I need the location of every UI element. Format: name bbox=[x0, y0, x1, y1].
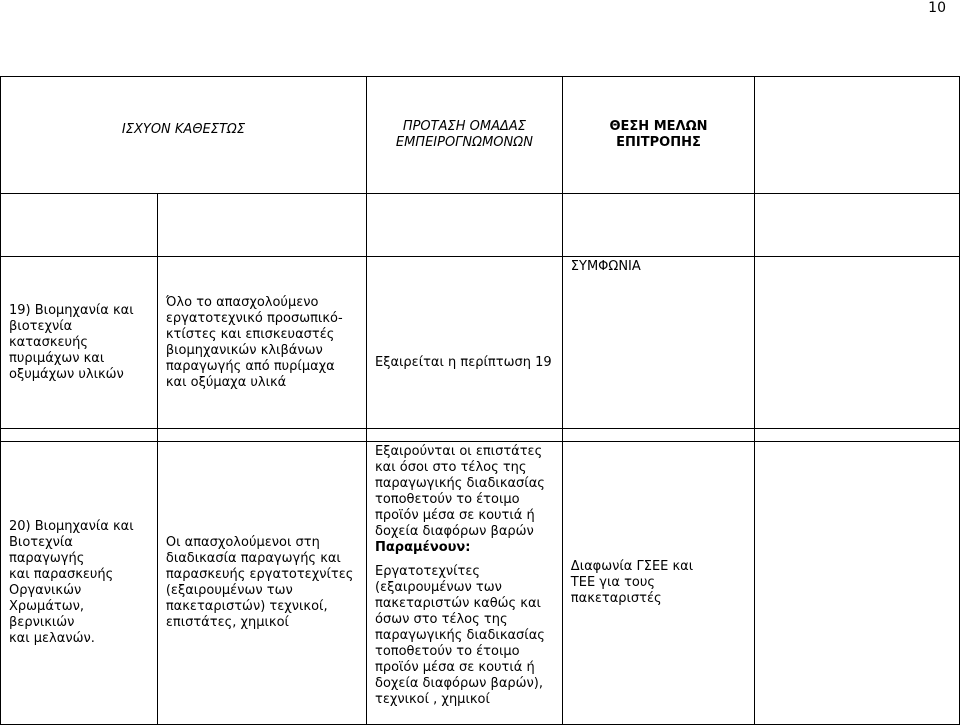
header-committee-position: ΘΕΣΗ ΜΕΛΩΝ ΕΠΙΤΡΟΠΗΣ bbox=[562, 77, 754, 194]
proposal-exclusions: Εξαιρούνται οι επιστάτες και όσοι στο τέλος της παραγωγικής διαδικασίας τοποθετούν το έτοιμο προϊόν μέσα σε κουτιά ή δοχεία διαφόρων βαρών bbox=[375, 444, 545, 539]
spacer-row bbox=[1, 194, 960, 257]
empty-cell bbox=[755, 257, 960, 429]
industry-cell: 19) Βιομηχανία και βιοτεχνία κατασκευής πυριμάχων και οξυμάχων υλικών bbox=[1, 257, 158, 429]
workers-cell: Οι απασχολούμενοι στη διαδικασία παραγωγής και παρασκευής εργατοτεχνίτες (εξαιρουμένων των πακεταριστών) τεχνικοί, επιστάτες, χημικοί bbox=[157, 442, 366, 725]
table-row bbox=[1, 442, 960, 725]
position-text: ΣΥΜΦΩΝΙΑ bbox=[570, 259, 641, 274]
page-number: 10 bbox=[928, 0, 946, 16]
table-row bbox=[1, 257, 960, 429]
header-row bbox=[1, 77, 960, 194]
proposal-cell bbox=[367, 442, 563, 725]
position-cell: Διαφωνία ΓΣΕΕ και ΤΕΕ για τους πακεταριστές bbox=[562, 442, 754, 725]
header-empty-cell bbox=[755, 77, 960, 194]
proposal-cell bbox=[367, 257, 563, 429]
industry-cell: 20) Βιομηχανία και Βιοτεχνία παραγωγής και παρασκευής Οργανικών Χρωμάτων, βερνικιών και μελανών. bbox=[1, 442, 158, 725]
proposal-text: Εξαιρείται η περίπτωση 19 bbox=[375, 354, 552, 370]
spacer-row bbox=[1, 429, 960, 442]
proposal-remaining: Εργατοτεχνίτες (εξαιρουμένων των πακεταριστών καθώς και όσων στο τέλος της παραγωγικής διαδικασίας τοποθετούν το έτοιμο προϊόν μέσα σε κουτιά ή δοχεία διαφόρων βαρών), τεχνικοί , χημικοί bbox=[375, 564, 545, 707]
comparison-table bbox=[0, 76, 960, 725]
proposal-remaining-heading: Παραμένουν: bbox=[375, 540, 471, 555]
header-expert-proposal: ΠΡΟΤΑΣΗ ΟΜΑΔΑΣ ΕΜΠΕΙΡΟΓΝΩΜΟΝΩΝ bbox=[367, 77, 563, 194]
position-cell bbox=[562, 257, 754, 429]
empty-cell bbox=[755, 442, 960, 725]
workers-cell: Όλο το απασχολούμενο εργατοτεχνικό προσωπικό- κτίστες και επισκευαστές βιομηχανικών κλιβάνων παραγωγής από πυρίμαχα και οξύμαχα υλικά bbox=[157, 257, 366, 429]
header-current-regime: ΙΣΧΥΟΝ ΚΑΘΕΣΤΩΣ bbox=[1, 77, 367, 194]
